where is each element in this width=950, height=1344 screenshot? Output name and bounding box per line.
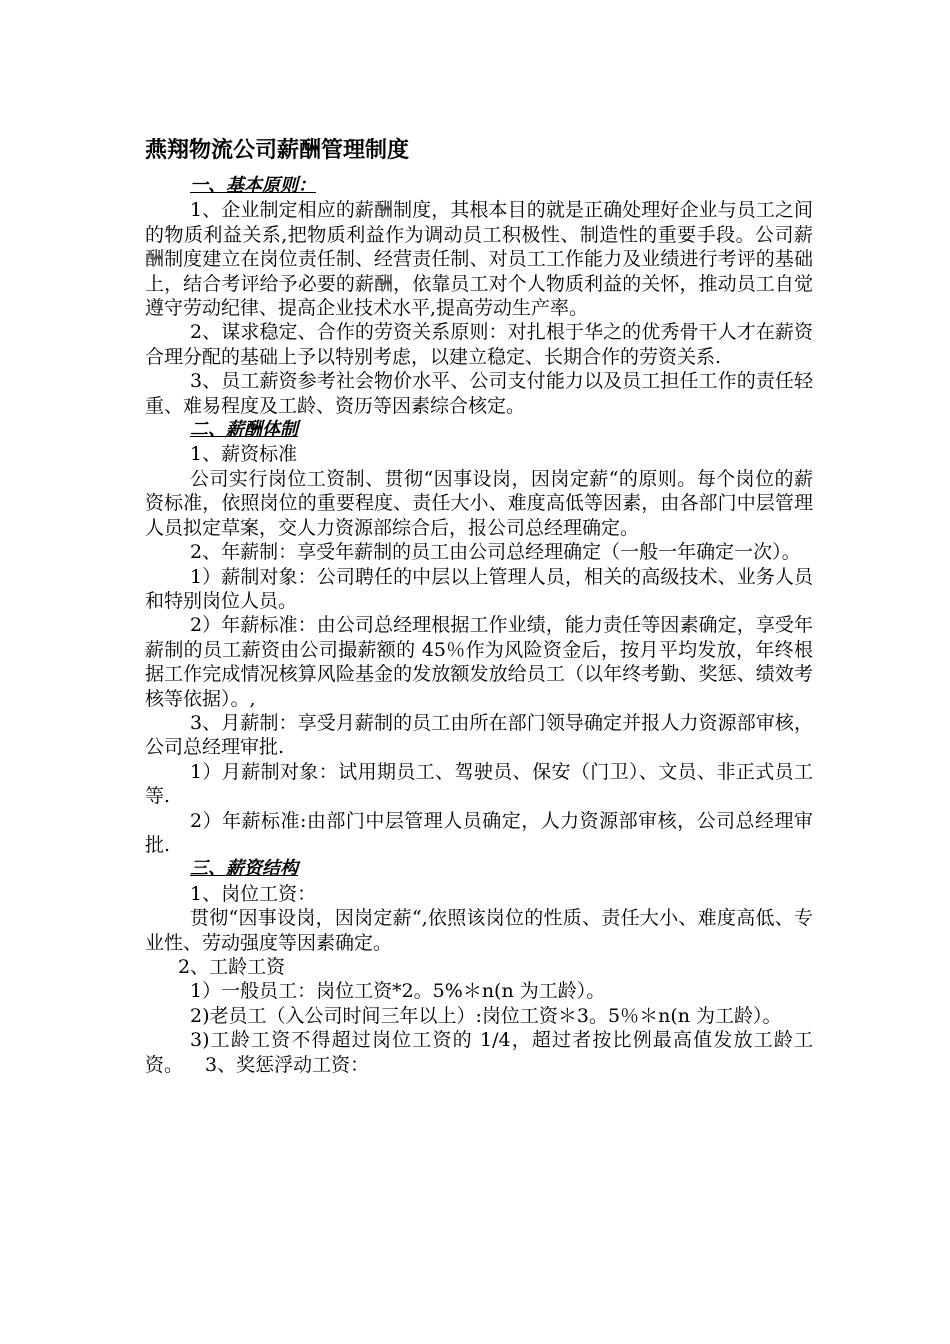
section-heading-salary-structure: 三、薪资结构	[190, 858, 298, 880]
paragraph: 3、月薪制：享受月薪制的员工由所在部门领导确定并报人力资源部审核，公司总经理审批.	[145, 711, 813, 759]
paragraph: 2、谋求稳定、合作的劳资关系原则：对扎根于华之的优秀骨干人才在薪资合理分配的基础上予以特别考虑，以建立稳定、长期合作的劳资关系.	[145, 321, 813, 368]
paragraph: 2、工龄工资	[178, 956, 286, 978]
paragraph	[145, 1028, 813, 1077]
section-heading-principles: 一、基本原则：	[190, 175, 316, 196]
paragraph: 2）年薪标准：由公司总经理根据工作业绩，能力责任等因素确定，享受年薪制的员工薪资由公司撮薪额的 45％作为风险资金后，按月平均发放，年终根据工作完成情况核算风险基金的发放额发放给员工（以年终考勤、奖惩、绩效考核等依据）。,	[145, 614, 813, 710]
paragraph: 2)老员工（入公司时间三年以上）:岗位工资＊3。5％＊n(n 为工龄）。	[190, 1004, 782, 1027]
paragraph: 2、年薪制：享受年薪制的员工由公司总经理确定（一般一年确定一次）。	[190, 541, 801, 564]
paragraph: 公司实行岗位工资制、贯彻“因事设岗，因岗定薪“的原则。每个岗位的薪资标准，依照岗位的重要程度、责任大小、难度高低等因素，由各部门中层管理人员拟定草案，交人力资源部综合后，报公司总经理确定。	[145, 467, 813, 539]
paragraph: 1）月薪制对象：试用期员工、驾驶员、保安（门卫）、文员、非正式员工等.	[145, 760, 813, 808]
paragraph: 1、企业制定相应的薪酬制度，其根本目的就是正确处理好企业与员工之间的物质利益关系,把物质利益作为调动员工积极性、制造性的重要手段。公司薪酬制度建立在岗位责任制、经营责任制、对员工工作能力及业绩进行考评的基础上，结合考评给予必要的薪酬，依靠员工对个人物质利益的关怀，推动员工自觉遵守劳动纪律、提高企业技术水平,提高劳动生产率。	[145, 199, 813, 320]
paragraph: 2）年薪标准:由部门中层管理人员确定，人力资源部审核，公司总经理审批.	[145, 809, 813, 856]
section-heading-salary-system: 二、薪酬体制	[190, 419, 298, 441]
paragraph: 3、员工薪资参考社会物价水平、公司支付能力以及员工担任工作的责任轻重、难易程度及工龄、资历等因素综合核定。	[145, 370, 813, 417]
paragraph: 贯彻“因事设岗，因岗定薪“,依照该岗位的性质、责任大小、难度高低、专业性、劳动强度等因素确定。	[145, 907, 813, 954]
paragraph: 1）一般员工：岗位工资*2。5%＊n(n 为工龄）。	[190, 980, 606, 1003]
paragraph-text: 3)工龄工资不得超过岗位工资的 1/4，超过者按比例最高值发放工龄工资。	[145, 1029, 813, 1076]
paragraph-text: 3、奖惩浮动工资：	[205, 1053, 370, 1076]
document-title: 燕翔物流公司薪酬管理制度	[145, 138, 410, 163]
paragraph: 1）薪制对象：公司聘任的中层以上管理人员，相关的高级技术、业务人员和特别岗位人员。	[145, 565, 813, 612]
paragraph: 1、岗位工资：	[190, 882, 317, 905]
paragraph: 1、薪资标准	[190, 443, 298, 466]
document-body	[145, 174, 813, 1077]
